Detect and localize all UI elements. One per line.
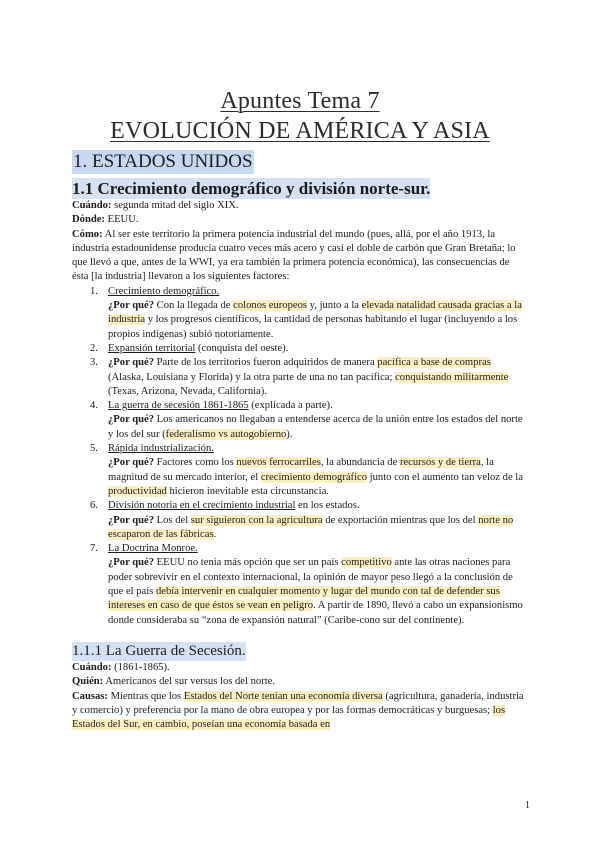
list-item: 5. Rápida industrialización. ¿Por qué? Factores como los nuevos ferrocarriles, la abundancia de recursos y de tierra, la magnitud de su mercado interior, el crecimiento demográfico junto con el aumento tan veloz de la productividad hicieron inevitable esta circunstancia.	[90, 443, 523, 497]
list-item: 6. División notoria en el crecimiento industrial en los estados. ¿Por qué? Los del sur siguieron con la agricultura de exportación mientras que los del norte no escaparon de las fábricas.	[90, 500, 514, 540]
list-item: 4. La guerra de secesión 1861-1865 (explicada a parte). ¿Por qué? Los americanos no llegaban a entenderse acerca de la unión entre los estados del norte y los del sur (federalismo vs autogobierno).	[90, 400, 523, 440]
document-page	[72, 86, 528, 732]
document-title	[72, 86, 528, 146]
title-line-1: Apuntes Tema 7	[220, 88, 380, 114]
cuando-line: Cuándo: segunda mitad del siglo XIX.	[72, 200, 239, 211]
secesion-quien-line: Quién: Americanos del sur versus los del norte.	[72, 676, 276, 688]
heading-1-1-1: 1.1.1 La Guerra de Secesión.	[72, 642, 246, 659]
factors-list	[72, 285, 528, 628]
list-item: 1. Crecimiento demográfico. ¿Por qué? Con la llegada de colonos europeos y, junto a la elevada natalidad causada gracias a la industria y los progresos científicos, la cantidad de personas habitando el lugar (incluyendo a los propios indígenas) subió notoriamente.	[90, 285, 522, 340]
list-item: 2. Expansión territorial (conquista del oeste).	[90, 342, 289, 354]
page-number: 1	[525, 800, 530, 811]
list-item: 3. ¿Por qué? Parte de los territorios fueron adquiridos de manera pacífica a base de compras (Alaska, Louisiana y Florida) y la otra parte de una no tan pacífica; conquistando militarmente (Texas, Arizona, Nevada, California).	[90, 357, 509, 397]
secesion-cuando-line: Cuándo: (1861-1865).	[72, 661, 170, 673]
list-item: 7. La Doctrina Monroe. ¿Por qué? EEUU no tenía más opción que ser un país competitivo ante las otras naciones para poder sobrevivir en el contexto internacional, la opinión de mayor peso llegó a la conclusión de que el país debía intervenir en cualquier momento y lugar del mundo con tal de defender sus intereses en caso de que éstos se vean en peligro. A partir de 1890, llevó a cabo un expansionismo donde consideraba su “zona de expansión natural” (Caribe-cono sur del continente).	[90, 543, 523, 626]
heading-1: 1. ESTADOS UNIDOS	[73, 151, 253, 172]
secesion-causas-paragraph: Causas: Mientras que los Estados del Norte tenían una economía diversa (agricultura, ganadería, industria y comercio) y preferencia por la mano de obra europea y por las formas democráticas y burguesas; los Estados del Sur, en cambio, poseían una economía basada en	[72, 690, 524, 731]
como-paragraph: Cómo: Al ser este territorio la primera potencia industrial del mundo (pues, allá, por el año 1913, la industria estadounidense producía cuatro veces más acero y casi el doble de carbón que Gran Bretaña; lo que llevó a que, antes de la WWI, ya era también la primera potencia económica), las consecuencias de ésta [la industria] llevaron a los siguientes factores:	[72, 228, 516, 283]
donde-line: Dónde: EEUU.	[72, 214, 139, 226]
heading-1-1: 1.1 Crecimiento demográfico y división norte-sur.	[72, 179, 431, 198]
title-line-2: EVOLUCIÓN DE AMÉRICA Y ASIA	[110, 118, 490, 144]
